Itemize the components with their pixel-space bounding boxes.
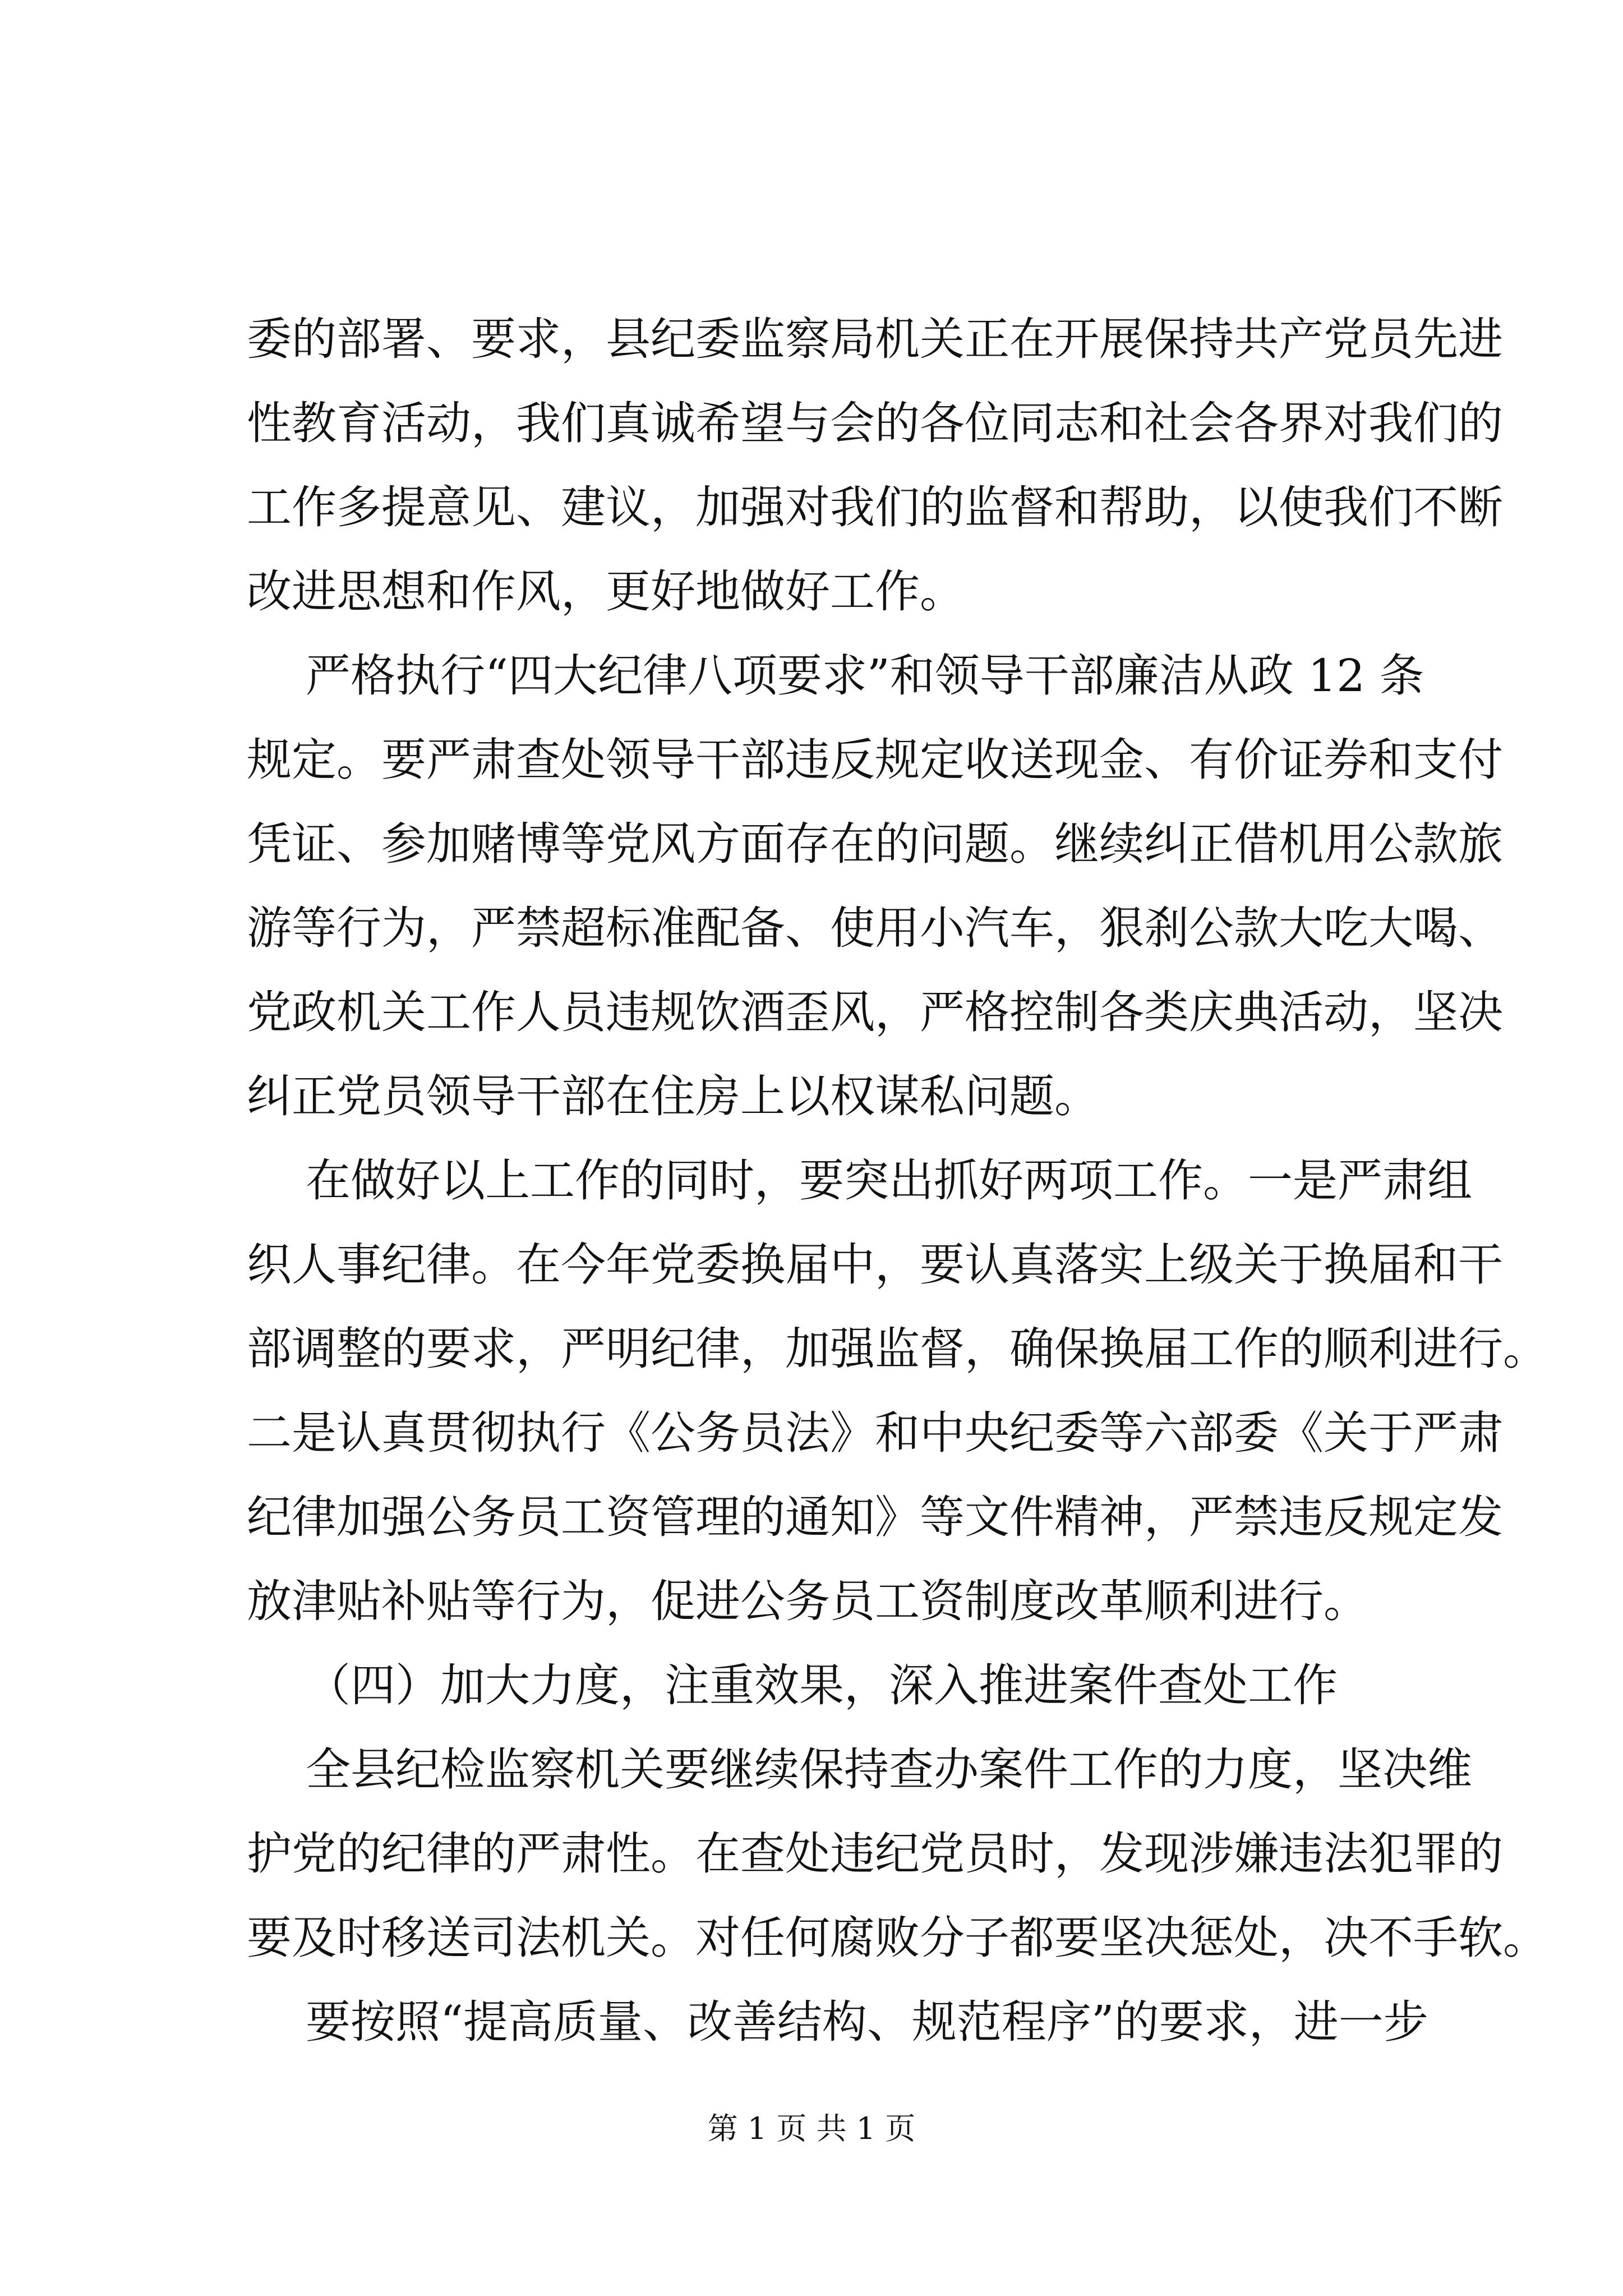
paragraph-first-line: 严格执行“四大纪律八项要求”和领导干部廉洁从政 12 条 [306, 650, 1424, 702]
text-line: 部调整的要求，严明纪律，加强监督，确保换届工作的顺利进行。 [247, 1323, 1548, 1375]
text-line: 纠正党员领导干部在住房上以权谋私问题。 [247, 1070, 1099, 1122]
text-line: 纪律加强公务员工资管理的通知》等文件精神，严禁违反规定发 [247, 1491, 1503, 1543]
text-line: 护党的纪律的严肃性。在查处违纪党员时，发现涉嫌违法犯罪的 [247, 1828, 1503, 1880]
text-line: 规定。要严肃查处领导干部违反规定收送现金、有价证券和支付 [247, 734, 1503, 786]
text-line: 游等行为，严禁超标准配备、使用小汽车，狠刹公款大吃大喝、 [247, 902, 1503, 954]
text-line: 性教育活动，我们真诚希望与会的各位同志和社会各界对我们的 [247, 397, 1503, 449]
text-line: 二是认真贯彻执行《公务员法》和中央纪委等六部委《关于严肃 [247, 1407, 1503, 1459]
text-line: 委的部署、要求，县纪委监察局机关正在开展保持共产党员先进 [247, 313, 1503, 365]
page-number-footer: 第 1 页 共 1 页 [707, 2111, 916, 2146]
text-line: 要及时移送司法机关。对任何腐败分子都要坚决惩处，决不手软。 [247, 1912, 1548, 1964]
paragraph-first-line: 要按照“提高质量、改善结构、规范程序”的要求，进一步 [306, 1996, 1428, 2048]
text-line: 党政机关工作人员违规饮酒歪风，严格控制各类庆典活动，坚决 [247, 986, 1503, 1038]
text-line: 凭证、参加赌博等党风方面存在的问题。继续纠正借机用公款旅 [247, 818, 1503, 870]
text-line: 工作多提意见、建议，加强对我们的监督和帮助，以使我们不断 [247, 481, 1503, 533]
text-line: 织人事纪律。在今年党委换届中，要认真落实上级关于换届和干 [247, 1239, 1503, 1291]
paragraph-first-line: 全县纪检监察机关要继续保持查办案件工作的力度，坚决维 [306, 1743, 1472, 1796]
text-line: 放津贴补贴等行为，促进公务员工资制度改革顺利进行。 [247, 1575, 1368, 1627]
paragraph-first-line: 在做好以上工作的同时，要突出抓好两项工作。一是严肃组 [306, 1154, 1472, 1207]
text-line: 改进思想和作风，更好地做好工作。 [247, 565, 965, 618]
section-heading: （四）加大力度，注重效果，深入推进案件查处工作 [306, 1659, 1338, 1711]
